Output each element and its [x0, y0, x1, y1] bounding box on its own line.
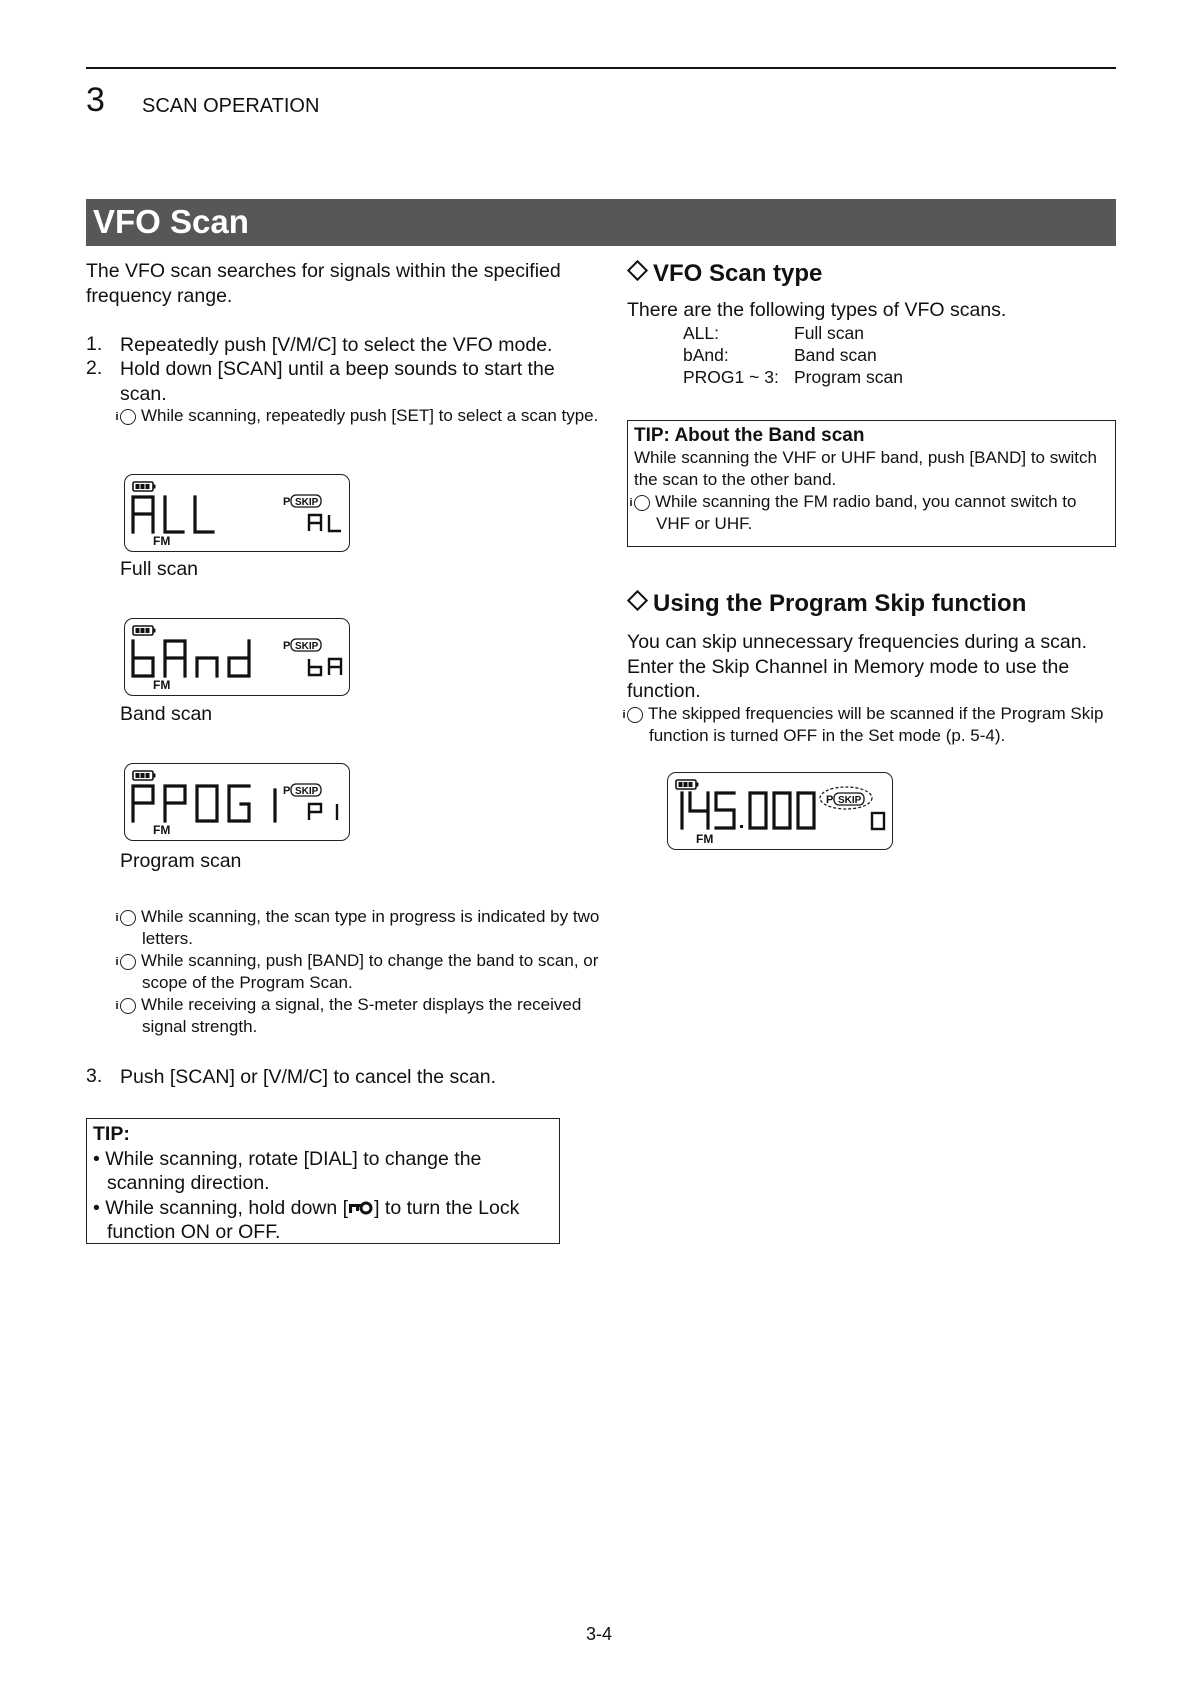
mode-label: FM	[696, 832, 714, 846]
chapter-title: SCAN OPERATION	[142, 95, 320, 117]
info-icon: i	[120, 409, 136, 425]
program-skip-text: You can skip unnecessary frequencies during a scan. Enter the Skip Channel in Memory mode to use the function.	[627, 631, 1087, 702]
step-text: Hold down [SCAN] until a beep sounds to start the scan.	[120, 358, 555, 405]
frequency-readout	[682, 793, 814, 828]
band-tip-note: i While scanning the FM radio band, you cannot switch to VHF or UHF.	[629, 492, 1077, 533]
svg-text:SKIP: SKIP	[295, 786, 319, 797]
scan-type-key: PROG1 ~ 3:	[683, 367, 779, 387]
scan-type-key: bAnd:	[683, 345, 729, 365]
display-caption: Band scan	[120, 703, 213, 725]
program-skip-heading: Using the Program Skip function	[627, 590, 1026, 618]
diamond-icon	[627, 590, 648, 611]
lcd-small-readout	[309, 515, 341, 531]
lcd-main-readout	[133, 497, 213, 532]
svg-text:P: P	[283, 640, 291, 652]
step-text: Push [SCAN] or [V/M/C] to cancel the scan.	[120, 1066, 497, 1088]
info-icon: i	[120, 954, 136, 970]
intro-text: The VFO scan searches for signals within the specified frequency range.	[86, 260, 561, 307]
svg-text:SKIP: SKIP	[295, 497, 319, 508]
scan-type-value: Full scan	[794, 323, 865, 343]
note-item: i While scanning, the scan type in progress is indicated by two letters.	[115, 907, 600, 948]
skip-indicator	[283, 495, 321, 508]
svg-text:P: P	[283, 496, 291, 508]
display-caption: Full scan	[120, 558, 199, 580]
battery-icon	[133, 482, 156, 491]
info-icon: i	[634, 495, 650, 511]
svg-text:P: P	[283, 785, 291, 797]
section-title: VFO Scan	[93, 203, 249, 240]
svg-text:SKIP: SKIP	[295, 641, 319, 652]
mode-label: FM	[153, 823, 171, 837]
key-lock-icon	[348, 1200, 374, 1216]
step-number: 2.	[86, 357, 103, 379]
info-icon: i	[120, 998, 136, 1014]
band-tip-box	[627, 420, 1116, 547]
tip-box	[86, 1118, 560, 1244]
page-number: 3-4	[586, 1624, 613, 1644]
tip-item: • While scanning, hold down [ ] to turn the Lock function ON or OFF.	[93, 1196, 520, 1243]
step-number: 1.	[86, 333, 103, 355]
tip-title: TIP:	[93, 1123, 130, 1145]
scan-type-value: Band scan	[794, 345, 877, 365]
band-tip-title: TIP: About the Band scan	[634, 425, 865, 446]
lcd-display-full-scan	[124, 474, 350, 552]
step-text: Repeatedly push [V/M/C] to select the VFO mode.	[120, 334, 553, 356]
info-icon: i	[627, 707, 643, 723]
scan-type-heading: VFO Scan type	[627, 260, 822, 288]
scan-type-value: Program scan	[794, 367, 903, 387]
mode-label: FM	[153, 534, 171, 548]
chapter-number: 3	[86, 81, 105, 119]
header-rule	[86, 67, 1116, 69]
band-tip-text: While scanning the VHF or UHF band, push [BAND] to switch the scan to the other band.	[634, 448, 1097, 489]
lcd-display-program-scan	[124, 763, 350, 841]
lcd-display-band-scan	[124, 618, 350, 696]
note-item: i While receiving a signal, the S-meter displays the received signal strength.	[115, 995, 582, 1036]
note-item: i While scanning, push [BAND] to change the band to scan, or scope of the Program Scan.	[115, 951, 599, 992]
step-number: 3.	[86, 1065, 103, 1087]
tip-item: • While scanning, rotate [DIAL] to change the scanning direction.	[93, 1147, 482, 1194]
section-banner	[86, 199, 1116, 246]
mode-label: FM	[153, 678, 171, 692]
diamond-icon	[627, 260, 648, 281]
svg-text:P: P	[826, 794, 834, 806]
program-skip-note: i The skipped frequencies will be scanned if the Program Skip function is turned OFF in the Set mode (p. 5-4).	[622, 704, 1104, 745]
scan-type-intro: There are the following types of VFO scans.	[627, 299, 1007, 321]
display-caption: Program scan	[120, 850, 242, 872]
info-icon: i	[120, 910, 136, 926]
scan-type-key: ALL:	[683, 323, 719, 343]
lcd-display-frequency	[667, 772, 893, 850]
step2-note: i While scanning, repeatedly push [SET] to select a scan type.	[115, 406, 599, 425]
svg-text:SKIP: SKIP	[838, 795, 862, 806]
